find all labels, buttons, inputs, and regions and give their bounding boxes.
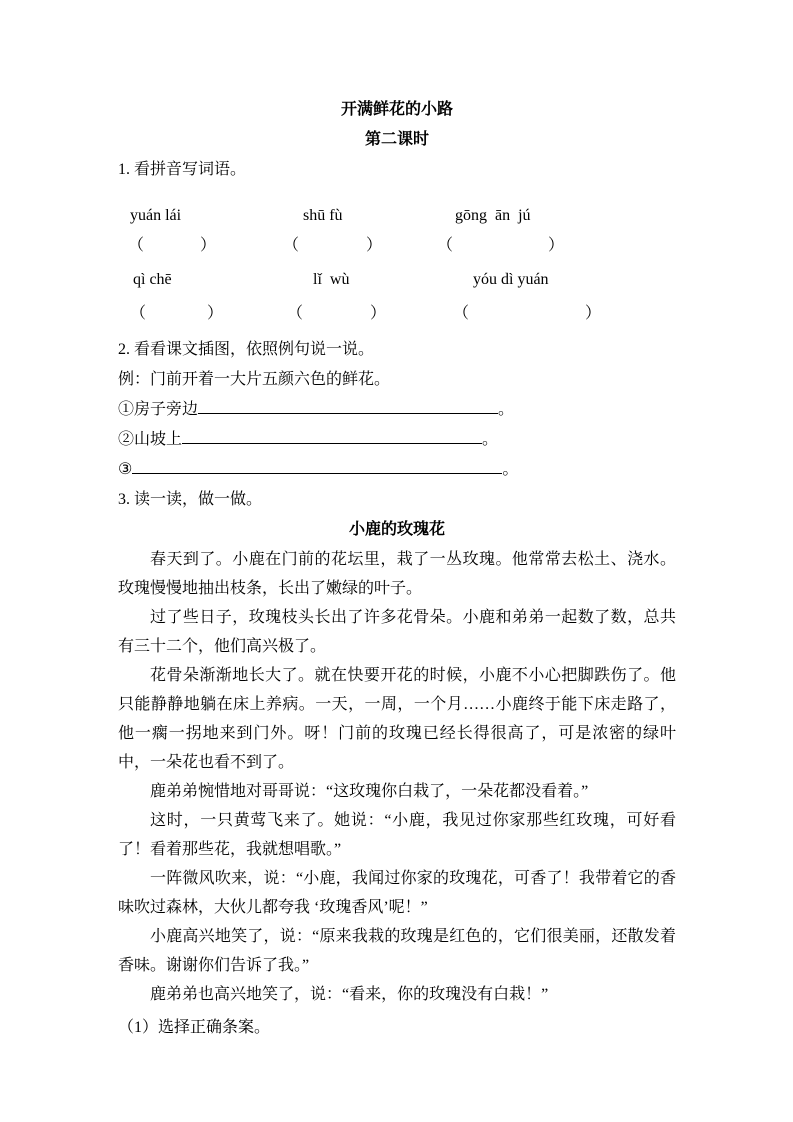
story-paragraph: 一阵微风吹来，说：“小鹿，我闻过你家的玫瑰花，可香了！我带着它的香味吹过森林，大伙儿都夸我 ‘玫瑰香风’呢！” (118, 870, 676, 916)
answer-underline (198, 400, 498, 414)
fill-blank-suffix: 。 (502, 461, 519, 478)
doc-subtitle: 第二课时 (364, 131, 429, 148)
story-paragraph: 过了些日子，玫瑰枝头长出了许多花骨朵。小鹿和弟弟一起数了数，总共有三十二个，他们高兴极了。 (118, 609, 676, 655)
story-paragraph: 鹿弟弟惋惜地对哥哥说：“这玫瑰你白栽了，一朵花都没看着。” (150, 783, 589, 800)
pinyin-row-2 (118, 265, 676, 295)
answer-blank (287, 299, 386, 329)
pinyin-word: yuán lái (130, 207, 182, 224)
question-2-label: 2. 看看课文插图，依照例句说一说。 (118, 341, 375, 358)
paren-open: （ (453, 305, 470, 322)
doc-title: 开满鲜花的小路 (340, 101, 453, 118)
story-paragraph: 这时，一只黄莺飞来了。她说：“小鹿，我见过你家那些红玫瑰，可好看了！看着那些花，我就想唱歌。” (118, 812, 676, 858)
answer-blank (437, 231, 564, 261)
paren-close: ） (548, 237, 565, 254)
fill-blank-prefix: ①房子旁边 (118, 401, 199, 418)
pinyin-word: lǐ wù (313, 271, 350, 288)
story-title: 小鹿的玫瑰花 (348, 521, 445, 538)
answer-blank (283, 231, 382, 261)
answer-paren-row-1 (118, 231, 676, 259)
story-paragraph: 小鹿高兴地笑了，说：“原来我栽的玫瑰是红色的，它们很美丽，还散发着香味。谢谢你们告诉了我。” (118, 928, 676, 974)
answer-underline (132, 460, 502, 474)
pinyin-row-1 (118, 201, 676, 231)
story-paragraph: 春天到了。小鹿在门前的花坛里，栽了一丛玫瑰。他常常去松土、浇水。玫瑰慢慢地抽出枝条，长出了嫩绿的叶子。 (118, 551, 676, 597)
paren-close: ） (370, 305, 387, 322)
paren-open: （ (437, 237, 454, 254)
story-paragraph: 鹿弟弟也高兴地笑了，说：“看来，你的玫瑰没有白栽！” (150, 986, 549, 1003)
answer-underline (182, 430, 482, 444)
fill-blank-prefix: ②山坡上 (118, 431, 183, 448)
fill-blank-line-3 (118, 455, 676, 485)
story-paragraphs (118, 545, 676, 1009)
paren-close: ） (585, 305, 602, 322)
fill-blank-suffix: 。 (482, 431, 499, 448)
paren-close: ） (207, 305, 224, 322)
question-2-example: 例：门前开着一大片五颜六色的鲜花。 (118, 371, 391, 388)
fill-blank-suffix: 。 (498, 401, 515, 418)
pinyin-word: shū fù (303, 207, 343, 224)
fill-blank-line-1 (118, 395, 676, 425)
pinyin-word: qì chē (133, 271, 172, 288)
paren-close: ） (200, 237, 217, 254)
fill-blank-line-2 (118, 425, 676, 455)
story-paragraph: 花骨朵渐渐地长大了。就在快要开花的时候，小鹿不小心把脚跌伤了。他只能静静地躺在床上养病。一天，一周，一个月……小鹿终于能下床走路了，他一瘸一拐地来到门外。呀！门前的玫瑰已经长得很高了，可是浓密的绿叶中，一朵花也看不到了。 (118, 667, 676, 771)
answer-paren-row-2 (118, 299, 676, 327)
pinyin-word: gōng ān jú (455, 207, 531, 224)
paren-open: （ (283, 237, 300, 254)
answer-blank (130, 299, 223, 329)
answer-blank (128, 231, 216, 261)
paren-open: （ (128, 237, 145, 254)
pinyin-section (118, 201, 676, 327)
paren-close: ） (366, 237, 383, 254)
pinyin-word: yóu dì yuán (473, 271, 549, 288)
paren-open: （ (287, 305, 304, 322)
sub-question-1-label: （1）选择正确条案。 (118, 1019, 271, 1036)
fill-blank-prefix: ③ (118, 461, 133, 478)
question-3-label: 3. 读一读，做一做。 (118, 491, 263, 508)
answer-blank (453, 299, 601, 329)
question-1-label: 1. 看拼音写词语。 (118, 161, 247, 178)
paren-open: （ (130, 305, 147, 322)
